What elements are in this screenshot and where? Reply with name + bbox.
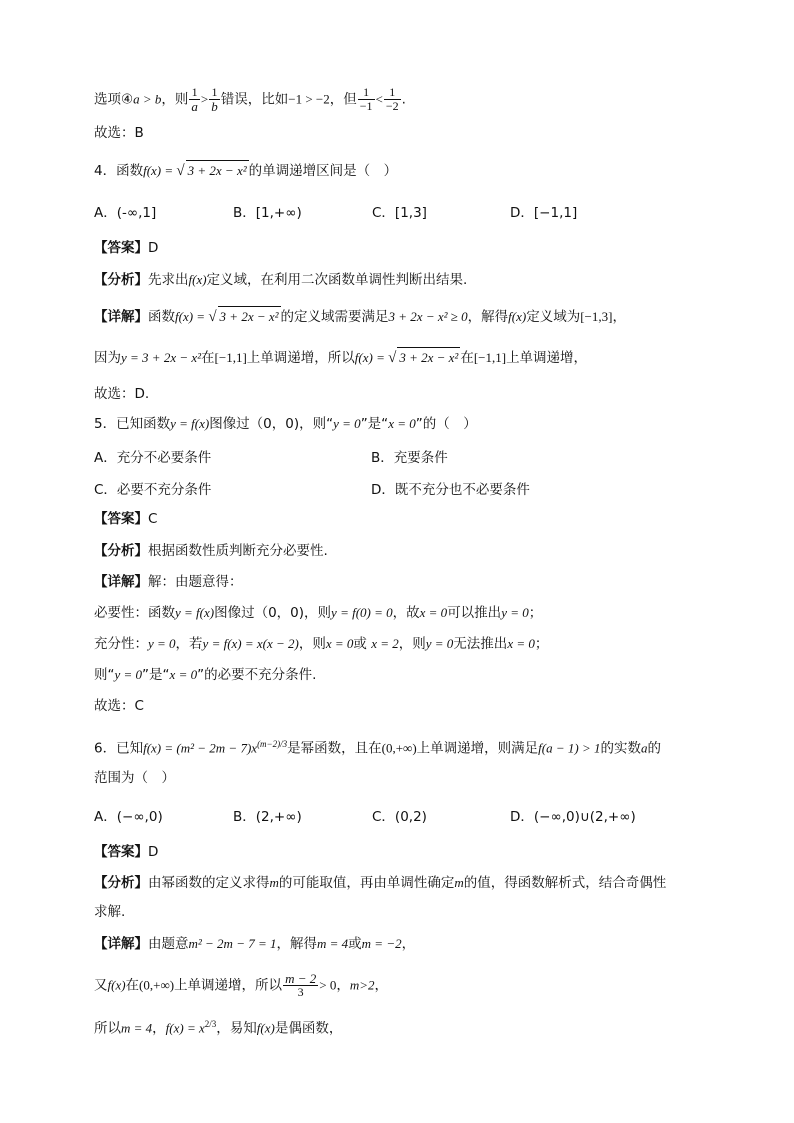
question-5 [94, 414, 477, 434]
q4-detail-line2 [94, 347, 587, 368]
answer-tag: 【答案】 [94, 844, 148, 860]
text: ，解得 [467, 309, 509, 325]
q6-detail-line3 [94, 1014, 342, 1039]
fraction [189, 86, 200, 113]
text: 则“ [94, 667, 115, 683]
q4-option-a: A．(-∞,1] [94, 205, 157, 221]
text: 的单调递增区间是（ ） [248, 163, 398, 179]
q4-option-d: D．[−1,1] [510, 205, 578, 221]
text: 可以推出 [447, 605, 502, 621]
text: 图像过（0，0)，则 [214, 605, 332, 621]
math: x = 2 [371, 636, 399, 651]
math: y = 0 [425, 636, 454, 651]
math: f(x) = [175, 309, 209, 324]
math: > [200, 91, 209, 107]
math: x = 0 [419, 605, 448, 620]
math: y = f(0) = 0 [331, 605, 393, 620]
q6-answer [94, 842, 158, 862]
text: ，易知 [216, 1020, 257, 1037]
text: 的实数 [600, 740, 641, 757]
text: 的 [647, 740, 661, 757]
text: ； [534, 636, 549, 652]
answer-tag: 【答案】 [94, 240, 148, 256]
text: 根据函数性质判断充分必要性. [148, 543, 328, 559]
numerator: m − 2 [285, 971, 317, 986]
math: y = 3 + 2x − x² [121, 350, 202, 365]
text: 必要性：函数 [94, 605, 175, 621]
sqrt-icon: √ [388, 350, 397, 366]
q5-detail [94, 572, 243, 592]
q5-sufficiency [94, 634, 548, 654]
math: y = 0 [114, 667, 143, 682]
text: 由题意 [148, 936, 189, 952]
q5-option-a: A．充分不必要条件 [94, 450, 212, 466]
text: 的值，得函数解析式，结合奇偶性 [463, 875, 667, 891]
math: a > b [133, 91, 162, 107]
text: 在 [125, 977, 140, 994]
numerator: 1 [384, 86, 401, 100]
text: 因为 [94, 350, 121, 366]
q5-necessity [94, 603, 542, 623]
text: ，解得 [276, 936, 317, 952]
math: x = 0 [325, 636, 354, 651]
math: x = 0 [169, 667, 198, 682]
math: a [640, 740, 648, 756]
math: f(a − 1) > 1 [538, 740, 601, 756]
q6-option-b: B．(2,+∞) [233, 809, 302, 825]
text: ，若 [175, 636, 203, 652]
text: 4．函数 [94, 163, 144, 179]
numerator: 1 [189, 86, 200, 100]
detail-tag: 【详解】 [94, 309, 148, 325]
math: f(x) = x [165, 1020, 205, 1036]
math: f(x) [107, 977, 126, 993]
radicand: 3 + 2x − x² [397, 347, 460, 368]
text: ， [152, 1020, 166, 1037]
text: 上单调递增，所以 [246, 350, 355, 366]
q6-detail [94, 934, 415, 954]
text: ”的（ ） [415, 416, 477, 432]
text: ，故 [392, 605, 420, 621]
math: > 0 [319, 977, 337, 993]
denominator: a [191, 99, 198, 114]
text: 充分性： [94, 636, 148, 652]
math: m>2 [349, 977, 375, 993]
numerator: 1 [358, 86, 375, 100]
math: [−1,1] [214, 350, 247, 365]
math: −1 > −2 [288, 91, 330, 107]
math: < [375, 91, 383, 107]
exponent: (m−2)/3 [257, 739, 288, 749]
q4-answer [94, 238, 158, 258]
text: 又 [94, 977, 108, 994]
question-6 [94, 734, 661, 759]
sqrt-icon: √ [176, 163, 185, 179]
q5-option-b: B．充要条件 [371, 450, 448, 466]
math: [−1,1] [473, 350, 507, 365]
answer-value: D [148, 240, 159, 256]
q4-option-c: C．[1,3] [372, 205, 427, 221]
text: 先求出 [148, 272, 189, 288]
q6-detail-line2 [94, 972, 388, 999]
text: 定义域，在利用二次函数单调性判断出结果. [206, 272, 468, 288]
math: m² − 2m − 7 = 1 [188, 936, 277, 951]
math: (0,+∞) [381, 740, 417, 756]
text: 无法推出 [453, 636, 508, 652]
text-line [94, 86, 406, 113]
analysis-tag: 【分析】 [94, 272, 148, 288]
q6-analysis [94, 873, 666, 893]
q5-conclusion [94, 665, 316, 685]
q5-selection: 故选：C [94, 698, 144, 714]
denominator: −2 [385, 99, 399, 113]
q4-option-b: B．[1,+∞) [233, 205, 302, 221]
text: 或 [348, 936, 362, 952]
math: m [269, 875, 279, 890]
q4-analysis [94, 270, 467, 290]
analysis-tag: 【分析】 [94, 543, 148, 559]
fraction [209, 86, 220, 113]
text: 选项④ [94, 91, 134, 108]
math: x = 0 [388, 416, 416, 431]
text: ； [528, 605, 543, 621]
q5-answer [94, 509, 157, 529]
q4-selection: 故选：D. [94, 386, 150, 402]
fraction [358, 86, 375, 113]
math: f(x) = [354, 350, 389, 365]
detail-tag: 【详解】 [94, 936, 148, 952]
text: 6．已知 [94, 740, 144, 757]
text: 在 [201, 350, 215, 366]
text: 错误，比如 [220, 91, 289, 108]
math: y = 0 [333, 416, 361, 431]
q5-option-d: D．既不充分也不必要条件 [371, 482, 530, 498]
q5-option-c: C．必要不充分条件 [94, 482, 212, 498]
text: ， [336, 977, 350, 994]
radicand: 3 + 2x − x² [218, 306, 281, 327]
text: 上单调递增，所以 [174, 977, 283, 994]
math: m = −2 [361, 936, 402, 951]
text: 的可能取值，再由单调性确定 [278, 875, 455, 891]
detail-tag: 【详解】 [94, 574, 148, 590]
answer-tag: 【答案】 [94, 511, 148, 527]
q6-analysis-line2: 求解. [94, 904, 126, 920]
denominator: b [211, 99, 218, 114]
text: ， [374, 977, 388, 994]
math: x = 0 [507, 636, 535, 651]
text: ， [612, 309, 626, 325]
text: 函数 [148, 309, 175, 325]
text: ，则 [398, 636, 426, 652]
denominator: −1 [359, 99, 373, 113]
math: m = 4 [317, 936, 349, 951]
math: y = f(x) [170, 416, 210, 431]
math: (0,+∞) [139, 977, 175, 993]
text: . [401, 91, 406, 108]
text: ，则 [161, 91, 189, 108]
math: y = 0 [501, 605, 529, 620]
numerator: 1 [209, 86, 220, 100]
math: m = 4 [121, 1020, 153, 1036]
text: 上单调递增，则满足 [416, 740, 539, 757]
q5-analysis [94, 541, 328, 561]
math: f(x) [508, 309, 527, 324]
math: y = f(x) = x(x − 2) [202, 636, 299, 651]
text: 定义域为 [526, 309, 581, 325]
text: 在 [460, 350, 474, 366]
radicand: 3 + 2x − x² [186, 160, 249, 181]
q4-detail [94, 306, 626, 327]
analysis-tag: 【分析】 [94, 875, 148, 891]
math: f(x) = (m² − 2m − 7)x [143, 740, 258, 756]
math: y = f(x) [175, 605, 215, 620]
math: m [454, 875, 464, 890]
q6-option-d: D．(−∞,0)∪(2,+∞) [510, 809, 636, 825]
fraction [384, 86, 401, 113]
math: f(x) [256, 1020, 275, 1036]
math: y = 0 [148, 636, 176, 651]
text: ，则 [298, 636, 326, 652]
question-6-line2: 范围为（ ） [94, 770, 175, 786]
text: 5．已知函数 [94, 416, 171, 432]
text: 或 [353, 636, 372, 652]
text: ， [401, 936, 416, 952]
text: 由幂函数的定义求得 [148, 875, 270, 891]
text-line: 故选：B [94, 125, 144, 141]
fraction [283, 972, 318, 999]
text: 解：由题意得： [148, 574, 243, 590]
text: ，但 [329, 91, 357, 108]
exponent: 2/3 [204, 1019, 217, 1029]
denominator: 3 [297, 985, 304, 999]
text: 所以 [94, 1020, 121, 1037]
math: f(x) [188, 272, 207, 287]
q6-option-a: A．(−∞,0) [94, 809, 163, 825]
text: ”是“ [142, 667, 170, 683]
text: 是偶函数， [274, 1020, 343, 1037]
text: ”的必要不充分条件. [197, 667, 317, 683]
text: 的定义域需要满足 [280, 309, 389, 325]
sqrt-icon: √ [208, 309, 217, 325]
text: 上单调递增， [506, 350, 588, 366]
math: 3 + 2x − x² ≥ 0 [388, 309, 468, 324]
text: 图像过（0，0)，则“ [209, 416, 334, 432]
math: [−1,3] [580, 309, 613, 324]
answer-value: C [148, 511, 158, 527]
answer-value: D [148, 844, 159, 860]
text: ”是“ [360, 416, 389, 432]
math: f(x) = [143, 163, 177, 178]
q6-option-c: C．(0,2) [372, 809, 427, 825]
text: 是幂函数，且在 [287, 740, 382, 757]
question-4 [94, 160, 397, 181]
